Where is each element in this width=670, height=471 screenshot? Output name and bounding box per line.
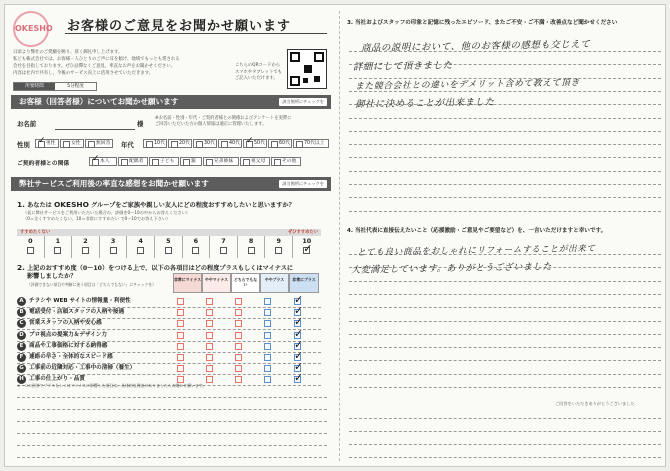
rating-checkbox[interactable] xyxy=(264,365,271,372)
section-service-header: 弊社サービスご利用後の率直な感想をお聞かせ願います 該当箇所にチェックを xyxy=(11,177,331,191)
relation-grandparent-checkbox[interactable]: 祖父母 xyxy=(240,157,270,166)
rating-checkbox[interactable] xyxy=(177,298,184,305)
factor-label: 連絡の早さ・全体的なスピード感 xyxy=(29,354,113,360)
age-60s-checkbox[interactable]: 60代 xyxy=(268,139,292,148)
writing-line[interactable] xyxy=(349,197,661,198)
writing-line[interactable] xyxy=(349,171,661,172)
factor-label: プロ視点の提案力＆デザイン力 xyxy=(29,331,107,338)
question-3: 3. 当社およびスタッフの印象と記憶に残ったエピソード、またご不安・ご不満・改善点など聞かせください xyxy=(347,20,618,26)
rating-checkbox[interactable] xyxy=(206,365,213,372)
qr-caption: こちらのQRコードから スマホやタブレットでも ご記入いただけます。 xyxy=(235,63,282,81)
rating-checkbox[interactable] xyxy=(235,343,242,350)
factor-row xyxy=(17,318,321,329)
factor-row xyxy=(17,296,321,307)
scale-option-0[interactable]: 0 xyxy=(17,236,45,258)
rating-checkbox[interactable] xyxy=(235,332,242,339)
rating-checkbox[interactable] xyxy=(235,365,242,372)
question-1-note: （仮に弊社サービスをご利用いただいた場合の、評価を0〜10の中からお答えください） （0＝全くすすめたくない、10＝非常にすすめたい で0〜10でお答え下さい） xyxy=(23,210,190,221)
factor-label: 工事前の近隣対応・工事中の清掃（養生） xyxy=(29,365,136,372)
rating-checkbox[interactable] xyxy=(235,298,242,305)
q3-handwritten-line: 御社に決めることが出来ました xyxy=(354,96,495,111)
writing-line[interactable] xyxy=(349,144,661,145)
answer-line[interactable] xyxy=(17,457,327,458)
check-hint-tag: 該当箇所にチェックを xyxy=(279,98,327,106)
name-field[interactable] xyxy=(55,129,135,130)
rating-checkbox[interactable] xyxy=(264,332,271,339)
intro-text: 日頃より弊社のご愛顧を賜り、厚く御礼申し上げます。 私ども株式会社では、お客様一人ひとりのご声に耳を傾け、地域でもっとも愛される 会社を目指しております。ぜひ忌憚なくご意見、率直なお声をお聞かせください。 内容は社内で共有し、今後のサービス向上に活用させていただきます。 xyxy=(13,50,180,76)
rating-checkbox[interactable] xyxy=(235,354,242,361)
factor-badge: B xyxy=(17,308,26,317)
writing-line[interactable] xyxy=(349,131,661,132)
q3-handwritten-line: また競合会社との違いをデメリット含めて教えて頂き xyxy=(354,78,580,92)
factor-badge: A xyxy=(17,297,26,306)
relation-sibling-checkbox[interactable]: 兄弟姉妹 xyxy=(203,157,239,166)
scale-option-3[interactable]: 3 xyxy=(100,236,128,258)
col-very-positive: 非常にプラス xyxy=(289,273,319,293)
scale-option-5[interactable]: 5 xyxy=(155,236,183,258)
right-column xyxy=(343,5,665,466)
answer-line[interactable] xyxy=(17,421,327,422)
writing-line[interactable] xyxy=(349,294,661,295)
privacy-note: ※お名前・性別・年代・ご契約者様との関係およびアンケートを実際に ご回答いただいた方の個人情報は適正に管理いたします。 xyxy=(155,116,292,127)
factor-badge: H xyxy=(17,375,26,384)
question-1: 1. あなたは OKESHO グループをご家族や親しい友人にどの程度おすすめしたいと思いますか？ xyxy=(17,200,295,209)
answer-line[interactable] xyxy=(349,444,661,445)
qr-code-icon[interactable] xyxy=(287,49,327,89)
writing-line[interactable] xyxy=(349,184,661,185)
col-slightly-positive: ややプラス xyxy=(260,273,289,293)
rating-checkbox[interactable] xyxy=(177,343,184,350)
q4-handwritten-line: 大変満足しています。ありがとうございました xyxy=(350,262,552,276)
question-2: 2. 上記のおすすめ度（0〜10）をつける上で、以下の各項目はどの程度プラスもしくはマイナスに 影響しましたか？ xyxy=(17,263,294,280)
q4-handwritten-line: とても良い商品をおしゃれにリフォームすることが出来て xyxy=(356,243,596,259)
writing-line[interactable] xyxy=(349,360,661,361)
survey-title: お客様のご意見をお聞かせ願います xyxy=(67,19,292,34)
rating-checkbox[interactable] xyxy=(206,343,213,350)
factor-row xyxy=(17,363,321,374)
relation-parent-checkbox[interactable]: 親 xyxy=(180,157,202,166)
section-customer-header: お客様（回答者様）についてお聞かせ願います 該当箇所にチェックを xyxy=(11,95,331,109)
answer-line[interactable] xyxy=(349,418,661,419)
scale-option-6[interactable]: 6 xyxy=(183,236,211,258)
factor-badge: C xyxy=(17,319,26,328)
answer-line[interactable] xyxy=(349,457,661,458)
rating-checkbox[interactable] xyxy=(235,309,242,316)
rating-checkbox[interactable] xyxy=(206,354,213,361)
rating-checkbox[interactable] xyxy=(177,332,184,339)
column-divider xyxy=(339,11,340,461)
scale-option-10[interactable]: 10 ✓ xyxy=(293,236,321,258)
age-40s-checkbox[interactable]: 40代 xyxy=(218,139,242,148)
relation-spouse-checkbox[interactable]: 配偶者 xyxy=(118,157,148,166)
answer-line[interactable] xyxy=(17,433,327,434)
factor-label: 営業スタッフの人柄や安心感 xyxy=(29,320,102,327)
scale-option-1[interactable]: 1 xyxy=(45,236,73,258)
left-column xyxy=(5,5,337,466)
scale-option-4[interactable]: 4 xyxy=(127,236,155,258)
survey-sheet xyxy=(4,4,666,467)
writing-line[interactable] xyxy=(349,157,661,158)
rating-checkbox[interactable] xyxy=(264,320,271,327)
answer-footnote: ※一つの回答でプラスもしくはマイナスに影響した項目は、具体的な理由がありましたらお聞かせ願います。 xyxy=(17,383,207,388)
rating-checkbox[interactable] xyxy=(235,320,242,327)
col-neutral: どちらでもない xyxy=(231,273,260,293)
writing-line[interactable] xyxy=(349,321,661,322)
writing-line[interactable] xyxy=(349,281,661,282)
factor-label: チラシや WEB サイトの情報量・利便性 xyxy=(29,298,131,304)
factor-row xyxy=(17,330,321,341)
factor-badge: E xyxy=(17,342,26,351)
factor-row xyxy=(17,352,321,363)
writing-line[interactable] xyxy=(349,374,661,375)
answer-line[interactable] xyxy=(349,431,661,432)
answer-line[interactable] xyxy=(17,409,327,410)
rating-checkbox[interactable] xyxy=(177,354,184,361)
factor-label: 商品や工事価格に対する納得感 xyxy=(29,342,108,349)
factor-badge: G xyxy=(17,364,26,373)
factor-label: 工事の仕上がり・品質 xyxy=(29,376,85,383)
writing-line[interactable] xyxy=(349,307,661,308)
rating-checkbox[interactable] xyxy=(264,298,271,305)
relation-child-checkbox[interactable]: 子ども xyxy=(149,157,179,166)
factor-row xyxy=(17,341,321,352)
rating-checkbox[interactable] xyxy=(206,309,213,316)
col-slightly-negative: ややマイナス xyxy=(202,273,231,293)
name-label: お名前 xyxy=(17,120,37,128)
rating-checkbox[interactable] xyxy=(264,354,271,361)
relation-other-checkbox[interactable]: その他 xyxy=(271,157,301,166)
answer-line[interactable] xyxy=(17,445,327,446)
gender-female-checkbox[interactable]: 女性 xyxy=(60,139,84,148)
rating-checkbox[interactable] xyxy=(177,309,184,316)
time-badge: 所要時間 5分程度 xyxy=(13,82,97,91)
factor-badge: D xyxy=(17,331,26,340)
scale-option-7[interactable]: 7 xyxy=(210,236,238,258)
writing-line[interactable] xyxy=(349,118,661,119)
rating-checkbox[interactable] xyxy=(206,332,213,339)
writing-line[interactable] xyxy=(349,334,661,335)
q3-handwritten-line: 商品の説明において、他のお客様の感想も交じえて xyxy=(360,39,591,54)
gender-male-checkbox[interactable]: 男性 ✓ xyxy=(35,139,59,148)
question-2-note: （評価できない項目や判断に迷う項目は「どちらでもない」にチェックを） xyxy=(27,282,156,287)
age-10s-checkbox[interactable]: 10代 xyxy=(143,139,167,148)
age-20s-checkbox[interactable]: 20代 xyxy=(168,139,192,148)
scale-option-8[interactable]: 8 xyxy=(238,236,266,258)
rating-checkbox[interactable] xyxy=(264,309,271,316)
age-30s-checkbox[interactable]: 30代 xyxy=(193,139,217,148)
writing-line[interactable] xyxy=(349,347,661,348)
q3-handwritten-line: 詳細にして頂きました xyxy=(352,60,453,73)
age-label: 年代 xyxy=(121,141,134,149)
age-50s-checkbox[interactable]: 50代 ✓ xyxy=(243,139,267,148)
relation-self-checkbox[interactable]: 本人 ✓ xyxy=(89,157,117,166)
company-logo: OKESHO xyxy=(13,11,49,47)
rating-checkbox[interactable] xyxy=(264,343,271,350)
title-underline xyxy=(65,33,327,34)
relation-label: ご契約者様との関係 xyxy=(17,161,70,167)
recommend-scale xyxy=(17,229,321,259)
scale-band: すすめたくない ぜひすすめたい xyxy=(17,229,321,236)
honorific: 様 xyxy=(137,120,144,128)
factor-row xyxy=(17,307,321,318)
writing-line[interactable] xyxy=(349,387,661,388)
check-hint-tag-2: 該当箇所にチェックを xyxy=(279,180,327,188)
question-4: 4. 当社代表に直接伝えたいこと（応援激励・ご意見やご要望など）を、一言いただけますと幸いです。 xyxy=(347,228,607,234)
rating-checkbox[interactable] xyxy=(177,365,184,372)
rating-checkbox[interactable] xyxy=(206,320,213,327)
rating-checkbox[interactable] xyxy=(177,320,184,327)
col-very-negative: 非常にマイナス xyxy=(173,273,202,293)
factor-label: 電話受付・店頭スタッフの人柄や接遇 xyxy=(29,309,125,316)
writing-line[interactable] xyxy=(349,211,661,212)
gender-label: 性別 xyxy=(17,141,30,149)
scale-option-2[interactable]: 2 xyxy=(72,236,100,258)
thanks-note: ご回答をいただきありがとうございました xyxy=(555,401,635,406)
gender-none-checkbox[interactable]: 無回答 xyxy=(85,139,113,148)
answer-line[interactable] xyxy=(17,397,327,398)
factor-badge: F xyxy=(17,353,26,362)
scale-option-9[interactable]: 9 xyxy=(265,236,293,258)
rating-checkbox[interactable] xyxy=(206,298,213,305)
age-70plus-checkbox[interactable]: 70代以上 xyxy=(293,139,329,148)
